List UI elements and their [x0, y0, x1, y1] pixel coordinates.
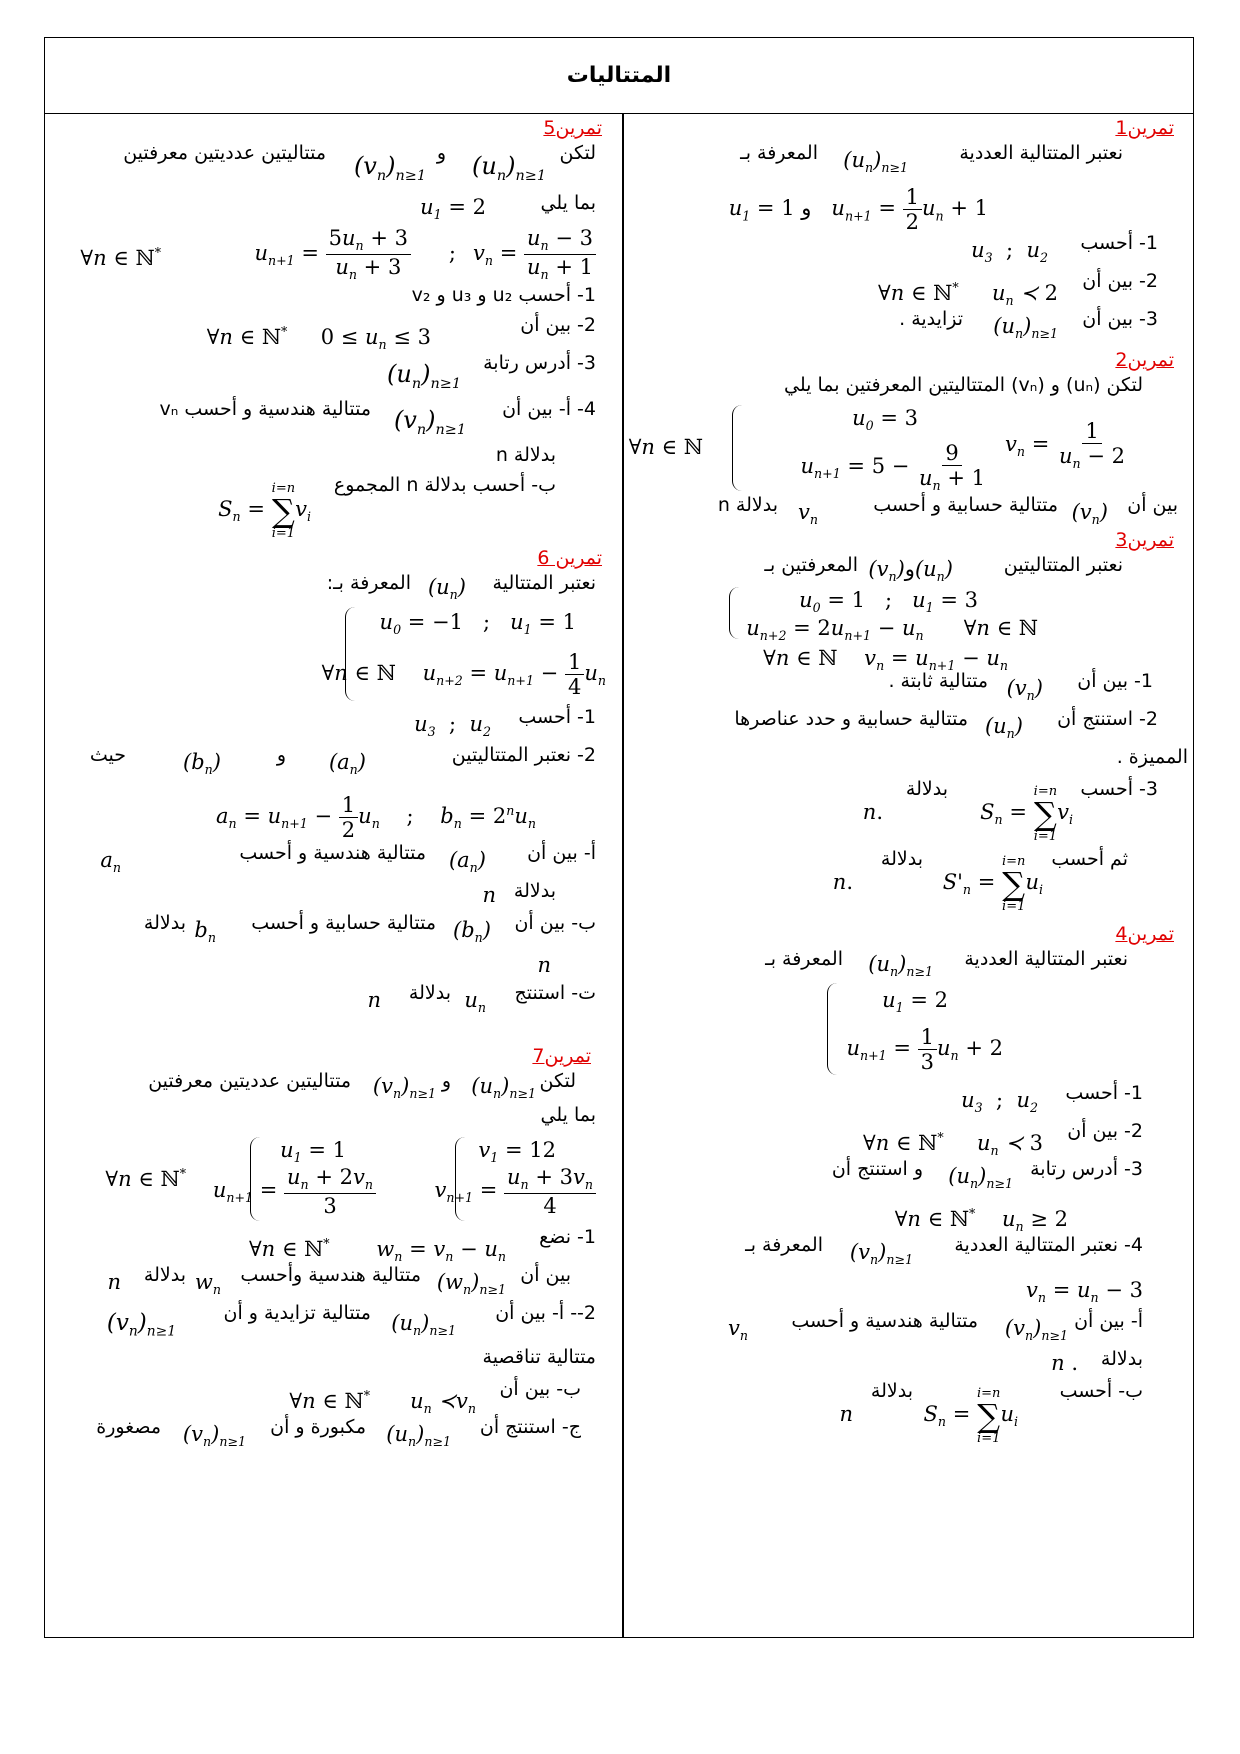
- ex5-definition: ∀n ∈ ℕ* $u_{n+1}$ = $\frac{5u_n + 3}{u_n + 3}$ ; $v_n$ = $\frac{u_n - 3}{u_n + 1}$: [51, 223, 616, 283]
- ex2-q: بين أن $(v_n)$ متتالية حسابية و أحسب $v_n$ بدلالة n: [717, 494, 1178, 528]
- ex2-definition: ∀n ∈ ℕ $u_0 = 3$ $u_{n+1} = 5$ − $\frac{9}{u_n + 1}$ $v_n$ = $\frac{1}{u_n - 2}$: [628, 406, 1125, 494]
- ex3-intro: نعتبر المتتاليتين $(v_n)و(u_n)$ المعرفتين بـ: [764, 554, 1123, 585]
- ex7-intro2: بما يلي: [540, 1104, 596, 1126]
- ex3-q4: ثم أحسب $S'_n$ = i=n ∑ i=1 $u_i$ بدلالة n.: [832, 848, 1128, 914]
- left-column: [51, 115, 616, 1453]
- exercise-5-title: تمرين5: [543, 117, 602, 139]
- ex5-q3: 3- أدرس رتابة $(u_n)_{n\ge 1}$: [387, 352, 596, 392]
- ex3-q2: 2- استنتج أن $(u_n)$ متتالية حسابية و حدد عناصرها: [734, 708, 1158, 742]
- ex3-q3: 3- أحسب $S_n$ = i=n ∑ i=1 $v_i$ بدلالة n.: [862, 778, 1158, 844]
- ex7-q1: 1- نضع ∀n ∈ ℕ* $w_n = v_n - u_n$: [248, 1226, 596, 1265]
- ex7-q2: 2-- أ- بين أن $(u_n)_{n\ge 1}$ متتالية تزايدية و أن $(v_n)_{n\ge 1}$: [106, 1302, 596, 1340]
- ex6-definition: $u_0 = -1$ ; $u_1 = 1$ ∀n ∈ ℕ $u_{n+2} = u_{n+1}$ − $\frac{1}{4}$ $u_n$: [51, 603, 616, 705]
- ex7-definition: ∀n ∈ ℕ* $u_1 = 1$ $u_{n+1}$ = $\frac{u_n + 2v_n}{3}$ $v_1 = 12$ $v_{n+1}$ = $\frac{u_n + 3v_n}{4}$: [51, 1135, 616, 1225]
- ex5-qb: ب- أحسب بدلالة n المجموع $S_n$ = i=n ∑ i=1 $v_i$: [218, 474, 556, 541]
- ex6-qb: ب- بين أن $(b_n)$ متتالية حسابية و أحسب $b_n$ بدلالة: [143, 912, 596, 946]
- ex7-qj: ج- استنتج أن $(u_n)_{n\ge 1}$ مكبورة و أن $(v_n)_{n\ge 1}$ مصغورة: [96, 1416, 581, 1450]
- ex5-intro2: بما يلي $u_1 = 2$: [420, 192, 596, 223]
- worksheet: [44, 37, 1194, 1638]
- ex4-definition: $u_1 = 2$ $u_{n+1}$ = $\frac{1}{3}$ $u_n + 2$: [628, 981, 1188, 1081]
- ex6-q2: 2- نعتبر المتتاليتين $(a_n)$ و $(b_n)$ حيث: [89, 744, 596, 778]
- ex6-qa: أ- بين أن $(a_n)$ متتالية هندسية و أحسب $a_n$: [100, 842, 596, 876]
- ex3-q1: 1- بين أن $(v_n)$ متتالية ثابتة .: [888, 670, 1153, 704]
- ex5-q4: 4- أ- بين أن $(v_n)_{n\ge 1}$ متتالية هندسية و أحسب vₙ: [159, 398, 596, 438]
- ex4-q1: 1- أحسب $u_3$ ; $u_2$: [961, 1082, 1143, 1116]
- ex5-q4-end: بدلالة n: [495, 444, 556, 466]
- ex4-qb: ب- أحسب $S_n$ = i=n ∑ i=1 $u_i$ بدلالة n: [839, 1380, 1143, 1446]
- ex4-q2: 2- بين أن ∀n ∈ ℕ* $u_n$ ≺ 3: [863, 1120, 1143, 1159]
- ex6-intro: نعتبر المتتالية $(u_n)$ المعرفة بـ:: [326, 572, 596, 603]
- ex4-intro: نعتبر المتتالية العددية $(u_n)_{n\ge 1}$ المعرفة بـ: [765, 948, 1128, 980]
- ex1-q3: 3- بين أن $(u_n)_{n\ge 1}$ تزايدية .: [899, 308, 1158, 342]
- ex6-qa-end: بدلالة n: [482, 880, 556, 907]
- title-row: [45, 38, 1193, 114]
- ex1-q2: 2- بين أن ∀n ∈ ℕ* $u_n$ ≺ 2: [878, 270, 1158, 309]
- ex6-qb-n: n: [537, 953, 551, 977]
- ex4-q3-cond: ∀n ∈ ℕ* $u_n \ge 2$: [894, 1206, 1068, 1235]
- ex5-q2: 2- بين أن ∀n ∈ ℕ* $0 \le u_n \le 3$: [206, 314, 596, 353]
- exercise-2-title: تمرين2: [1115, 349, 1174, 371]
- exercise-3-title: تمرين3: [1115, 529, 1174, 551]
- ex7-intro: لتكن $(u_n)_{n\ge 1}$ و $(v_n)_{n\ge 1}$ متتاليتين عدديتين معرفتين: [148, 1070, 576, 1102]
- ex4-q4: 4- نعتبر المتتالية العددية $(v_n)_{n\ge 1}$ المعرفة بـ: [745, 1234, 1143, 1268]
- ex6-qt: ت- استنتج $u_n$ بدلالة n: [367, 982, 596, 1016]
- exercise-6-title: تمرين 6: [537, 547, 602, 569]
- ex1-q1: 1- أحسب $u_3$ ; $u_2$: [971, 232, 1158, 266]
- exercise-1-title: تمرين1: [1115, 117, 1174, 139]
- ex7-q2-end: متتالية تناقصية: [482, 1346, 596, 1368]
- ex6-q1: 1- أحسب $u_3$ ; $u_2$: [414, 706, 596, 740]
- column-divider: [622, 113, 624, 1637]
- ex4-q4-def: $v_n = u_n - 3$: [1026, 1278, 1143, 1306]
- ex5-intro: لتكن $(u_n)_{n\ge 1}$ و $(v_n)_{n\ge 1}$ متتاليتين عدديتين معرفتين: [123, 142, 596, 184]
- right-column: [628, 115, 1188, 1449]
- ex7-q1b: بين أن $(w_n)_{n\ge 1}$ متتالية هندسية وأحسب $w_n$ بدلالة n: [107, 1264, 571, 1298]
- ex1-definition: $u_1 = 1$ و $u_{n+1}$ = $\frac{1}{2}$ $u_n + 1$: [728, 185, 988, 235]
- ex7-qb: ب- بين أن ∀n ∈ ℕ* $u_n$ $≺v_n$: [289, 1378, 581, 1417]
- ex2-intro: لتكن (uₙ) و (vₙ) المتتاليتين المعرفتين بما يلي: [783, 374, 1143, 396]
- ex1-intro: نعتبر المتتالية العددية $(u_n)_{n\ge 1}$ المعرفة بـ: [740, 142, 1123, 176]
- ex4-q3: 3- أدرس رتابة $(u_n)_{n\ge 1}$ و استنتج أن: [831, 1158, 1143, 1192]
- ex4-qa-end: بدلالة n .: [1051, 1348, 1143, 1375]
- exercise-7-title: تمرين7: [532, 1045, 591, 1067]
- ex3-definition: $u_0 = 1$ ; $u_1 = 3$ $u_{n+2} = 2u_{n+1} - u_n$ ∀n ∈ ℕ ∀n ∈ ℕ $v_n = u_{n+1} - u_n$: [628, 585, 1188, 669]
- exercise-4-title: تمرين4: [1115, 923, 1174, 945]
- ex5-q1: 1- أحسب u₂ و u₃ و v₂: [411, 284, 596, 306]
- ex6-q2-def: $a_n = u_{n+1}$ − $\frac{1}{2}$ $u_n$ ; $b_n = 2^nu_n$: [215, 792, 536, 842]
- ex4-qa: أ- بين أن $(v_n)_{n\ge 1}$ متتالية هندسية و أحسب $v_n$: [728, 1310, 1143, 1344]
- ex3-q2-end: المميزة .: [1116, 746, 1188, 768]
- page-title: المتتاليات: [566, 63, 672, 88]
